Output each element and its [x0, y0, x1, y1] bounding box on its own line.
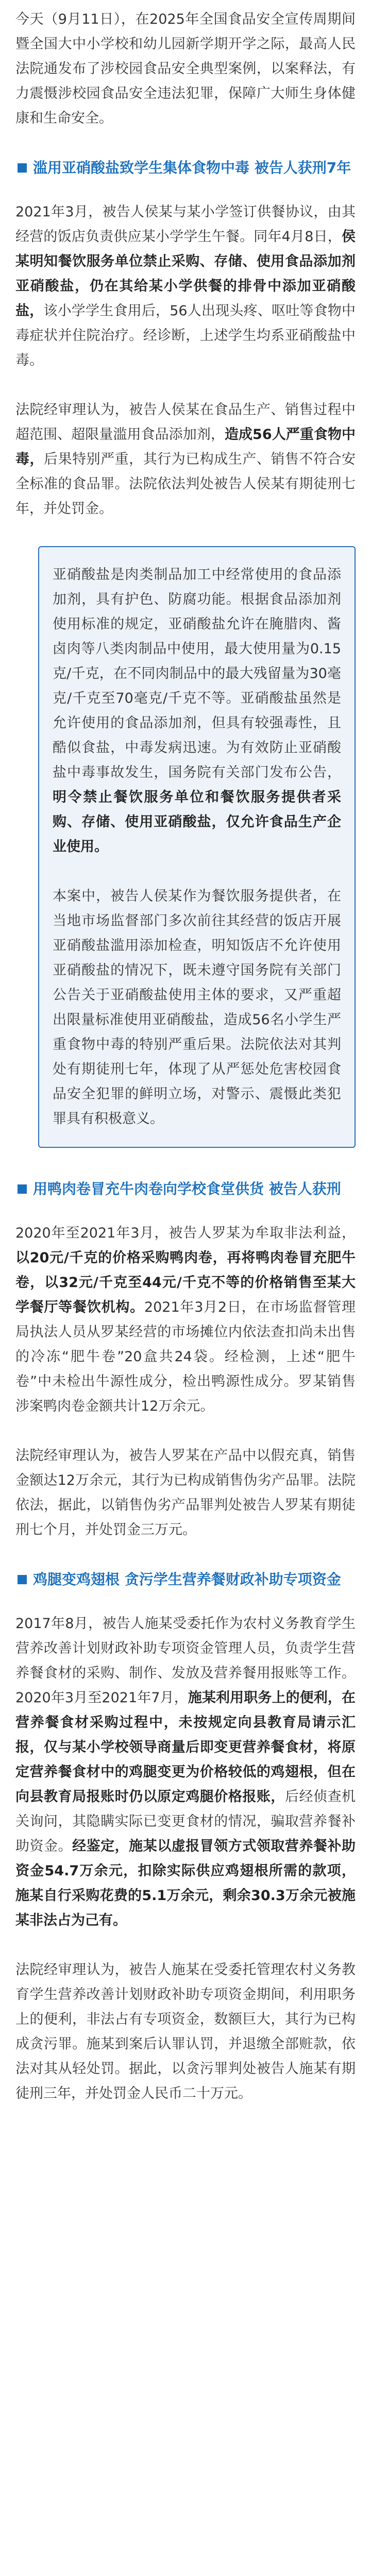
case2-facts-highlight: 以20元/千克的价格采购鸭肉卷，再将鸭肉卷冒充肥牛卷，以32元/千克至44元/千克不等的价格销售至某大学餐厅等餐饮机构。	[15, 1250, 356, 1315]
case1-title-text: 滥用亚硝酸盐致学生集体食物中毒 被告人获刑7年	[33, 159, 351, 176]
case1-note-paragraph-2: 本案中，被告人侯某作为餐饮服务提供者，在当地市场监督部门多次前往其经营的饭店开展亚硝酸盐滥用添加检查，明知饭店不允许使用亚硝酸盐的情况下，既未遵守国务院有关部门公告关于亚硝酸盐使用主体的要求，又严重超出限量标准使用亚硝酸盐，造成56名小学生严重食物中毒的特别严重后果。法院依法对其判处有期徒刑七年，体现了从严惩处危害校园食品安全犯罪的鲜明立场，对警示、震慑此类犯罪具有积极意义。	[53, 888, 341, 1127]
case3-facts-paragraph	[15, 1612, 356, 1933]
case1-verdict-text-2: 后果特别严重，其行为已构成生产、销售不符合安全标准的食品罪。法院依法判处被告人侯某有期徒刑七年，并处罚金。	[15, 451, 356, 517]
case1-note-highlight: 明令禁止餐饮服务单位和餐饮服务提供者采购、存储、使用亚硝酸盐，仅允许食品生产企业使用。	[53, 789, 341, 855]
case3-facts-highlight-2: 经鉴定，施某以虚报冒领方式领取营养餐补助资金54.7万余元，扣除实际供应鸡翅根所需的款项，施某自行采购花费的5.1万余元，剩余30.3万余元被施某非法占为己有。	[15, 1838, 356, 1928]
case1-facts-text: 2021年3月，被告人侯某与某小学签订供餐协议，由其经营的饭店负责供应某小学学生午餐。同年4月8日，	[15, 204, 356, 245]
case1-note-paragraph-1	[53, 563, 341, 859]
case1-verdict-text: 法院经审理认为，被告人侯某在食品生产、销售过程中超范围、超限量滥用食品添加剂，	[15, 402, 356, 443]
case2-title	[15, 1177, 356, 1201]
square-bullet-icon	[18, 1184, 27, 1194]
case3-title-text: 鸡腿变鸡翅根 贪污学生营养餐财政补助专项资金	[33, 1571, 341, 1588]
case3-title	[15, 1567, 356, 1592]
square-bullet-icon	[18, 1575, 27, 1584]
case2-title-text: 用鸭肉卷冒充牛肉卷向学校食堂供货 被告人获刑	[33, 1180, 341, 1197]
case1-note-box	[38, 546, 356, 1148]
case2-facts-paragraph	[15, 1221, 356, 1419]
case1-facts-text-2: 该小学学生食用后，56人出现头疼、呕吐等食物中毒症状并住院治疗。经诊断，上述学生均系亚硝酸盐中毒。	[15, 303, 356, 368]
case1-facts-highlight: 侯某明知餐饮服务单位禁止采购、存储、使用食品添加剂亚硝酸盐，仍在其给某小学供餐的排骨中添加亚硝酸盐，	[15, 229, 356, 319]
case1-note-text: 亚硝酸盐是肉类制品加工中经常使用的食品添加剂，具有护色、防腐功能。根据食品添加剂使用标准的规定，亚硝酸盐允许在腌腊肉、酱卤肉等八类肉制品中使用，最大使用量为0.15克/千克，在不同肉制品中的最大残留量为30毫克/千克至70毫克/千克不等。亚硝酸盐虽然是允许使用的食品添加剂，但具有较强毒性，且酷似食盐，中毒发病迅速。为有效防止亚硝酸盐中毒事故发生，国务院有关部门发布公告，	[53, 567, 341, 781]
case1-facts-paragraph	[15, 200, 356, 373]
case2-facts-text-2: 2021年3月2日，在市场监督管理局执法人员从罗某经营的市场摊位内依法查扣尚未出售的冷冻“肥牛卷”20盒共24袋。经检测，上述“肥牛卷”中未检出牛源性成分，检出鸭源性成分。罗某销售涉案鸭肉卷金额共计12万余元。	[15, 1299, 356, 1414]
case2-facts-text: 2020年至2021年3月，被告人罗某为牟取非法利益，	[15, 1225, 356, 1241]
case3-facts-text-2: 后经侦查机关询问，其隐瞒实际已变更食材的情况，骗取营养餐补助资金。	[15, 1789, 356, 1854]
case3-facts-text: 2017年8月，被告人施某受委托作为农村义务教育学生营养改善计划财政补助专项资金管理人员，负责学生营养餐食材的采购、制作、发放及营养餐用报账等工作。2020年3月至2021年7月，	[15, 1616, 356, 1706]
intro-paragraph: 今天（9月11日），在2025年全国食品安全宣传周期间暨全国大中小学校和幼儿园新学期开学之际，最高人民法院通发布了涉校园食品安全典型案例，以案释法，有力震慑涉校园食品安全违法犯罪，保障广大师生身体健康和生命安全。	[15, 11, 356, 126]
case1-verdict-highlight: 造成56人严重食物中毒，	[15, 427, 356, 467]
case1-title	[15, 156, 356, 180]
case1-verdict-paragraph	[15, 398, 356, 521]
square-bullet-icon	[18, 163, 27, 173]
case3-facts-highlight: 施某利用职务上的便利，在营养餐食材采购过程中，未按规定向县教育局请示汇报，仅与某小学校领导商量后即变更营养餐食材，将原定营养餐食材中的鸡腿变更为价格较低的鸡翅根，但在向县教育局报账时仍以原定鸡腿价格报账，	[15, 1690, 356, 1805]
case2-verdict-paragraph: 法院经审理认为，被告人罗某在产品中以假充真，销售金额达12万余元，其行为已构成销售伪劣产品罪。法院依法，据此，以销售伪劣产品罪判处被告人罗某有期徒刑七个月，并处罚金三万元。	[15, 1448, 356, 1538]
case3-verdict-paragraph: 法院经审理认为，被告人施某在受委托管理农村义务教育学生营养改善计划财政补助专项资金期间，利用职务上的便利，非法占有专项资金，数额巨大，其行为已构成贪污罪。施某到案后认罪认罚，并退缴全部赃款，依法对其从轻处罚。据此，以贪污罪判处被告人施某有期徒刑三年，并处罚金人民币二十万元。	[15, 1962, 356, 2102]
